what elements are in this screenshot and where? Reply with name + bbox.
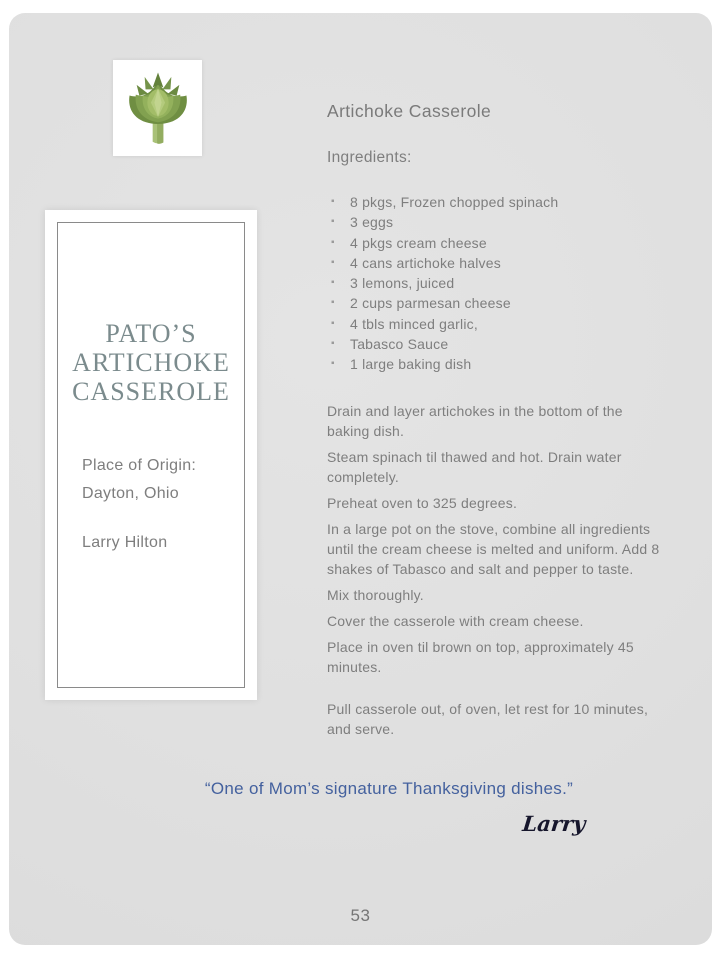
bullet-square-icon: ▪: [331, 317, 335, 329]
author-name: Larry Hilton: [82, 534, 168, 551]
ingredient-text: 4 pkgs cream cheese: [350, 234, 487, 251]
ingredient-text: 2 cups parmesan cheese: [350, 295, 511, 312]
direction-step: Drain and layer artichokes in the bottom of the baking dish.: [327, 402, 623, 439]
ingredient-item: [327, 233, 667, 253]
recipe-card-info: [58, 452, 244, 557]
ingredient-item: [327, 354, 667, 374]
card-title-line-1: PATO’S: [105, 319, 197, 348]
recipe-card-border: [57, 222, 245, 688]
direction-step: Cover the casserole with cream cheese.: [327, 612, 584, 629]
recipe-card: [45, 210, 257, 700]
artichoke-illustration: [118, 65, 198, 151]
bullet-square-icon: ▪: [331, 196, 335, 207]
bullet-square-icon: ▪: [331, 297, 335, 309]
ingredient-item: [327, 212, 667, 232]
bullet-square-icon: ▪: [331, 236, 335, 248]
bullet-square-icon: ▪: [331, 216, 335, 228]
ingredient-text: 4 tbls minced garlic,: [350, 315, 478, 332]
ingredient-item: [327, 293, 667, 313]
recipe-title: Artichoke Casserole: [327, 101, 492, 121]
signature-larry: Larry: [521, 811, 587, 836]
card-title-line-3: CASSEROLE: [72, 377, 230, 406]
bullet-square-icon: ▪: [331, 277, 335, 289]
direction-step: Preheat oven to 325 degrees.: [327, 494, 518, 511]
ingredient-item: [327, 192, 667, 212]
origin-label: Place of Origin:: [82, 457, 197, 474]
ingredient-text: 4 cans artichoke halves: [350, 254, 501, 271]
bullet-square-icon: ▪: [331, 358, 335, 370]
recipe-body: [327, 99, 667, 745]
origin-value: Dayton, Ohio: [82, 485, 179, 502]
ingredient-text: 3 lemons, juiced: [350, 275, 455, 292]
card-title-line-2: ARTICHOKE: [72, 348, 230, 377]
recipe-page: [9, 13, 712, 945]
artichoke-photo: [113, 60, 202, 156]
ingredient-text: 8 pkgs, Frozen chopped spinach: [350, 194, 559, 210]
bullet-square-icon: ▪: [331, 256, 335, 268]
page-number: 53: [350, 906, 371, 925]
ingredient-text: Tabasco Sauce: [350, 336, 449, 353]
ingredients-label: Ingredients:: [327, 149, 412, 166]
bullet-square-icon: ▪: [331, 338, 335, 350]
direction-step: Place in oven til brown on top, approximately 45 minutes.: [327, 638, 634, 675]
ingredient-text: 3 eggs: [350, 214, 394, 231]
directions: [327, 401, 667, 739]
ingredient-item: [327, 253, 667, 273]
direction-step: Steam spinach til thawed and hot. Drain water completely.: [327, 448, 622, 485]
recipe-card-title: [58, 319, 244, 406]
ingredient-item: [327, 334, 667, 354]
direction-step: In a large pot on the stove, combine all ingredients until the cream cheese is melted and uniform. Add 8 shakes of Tabasco and salt and pepper to taste.: [327, 520, 660, 577]
family-quote: “One of Mom’s signature Thanksgiving dishes.”: [204, 779, 574, 798]
ingredient-item: [327, 273, 667, 293]
direction-final-step: Pull casserole out, of oven, let rest for 10 minutes, and serve.: [327, 700, 649, 737]
ingredient-text: 1 large baking dish: [350, 356, 472, 373]
direction-step: Mix thoroughly.: [327, 586, 424, 603]
ingredients-list: [327, 192, 667, 375]
ingredient-item: [327, 314, 667, 334]
